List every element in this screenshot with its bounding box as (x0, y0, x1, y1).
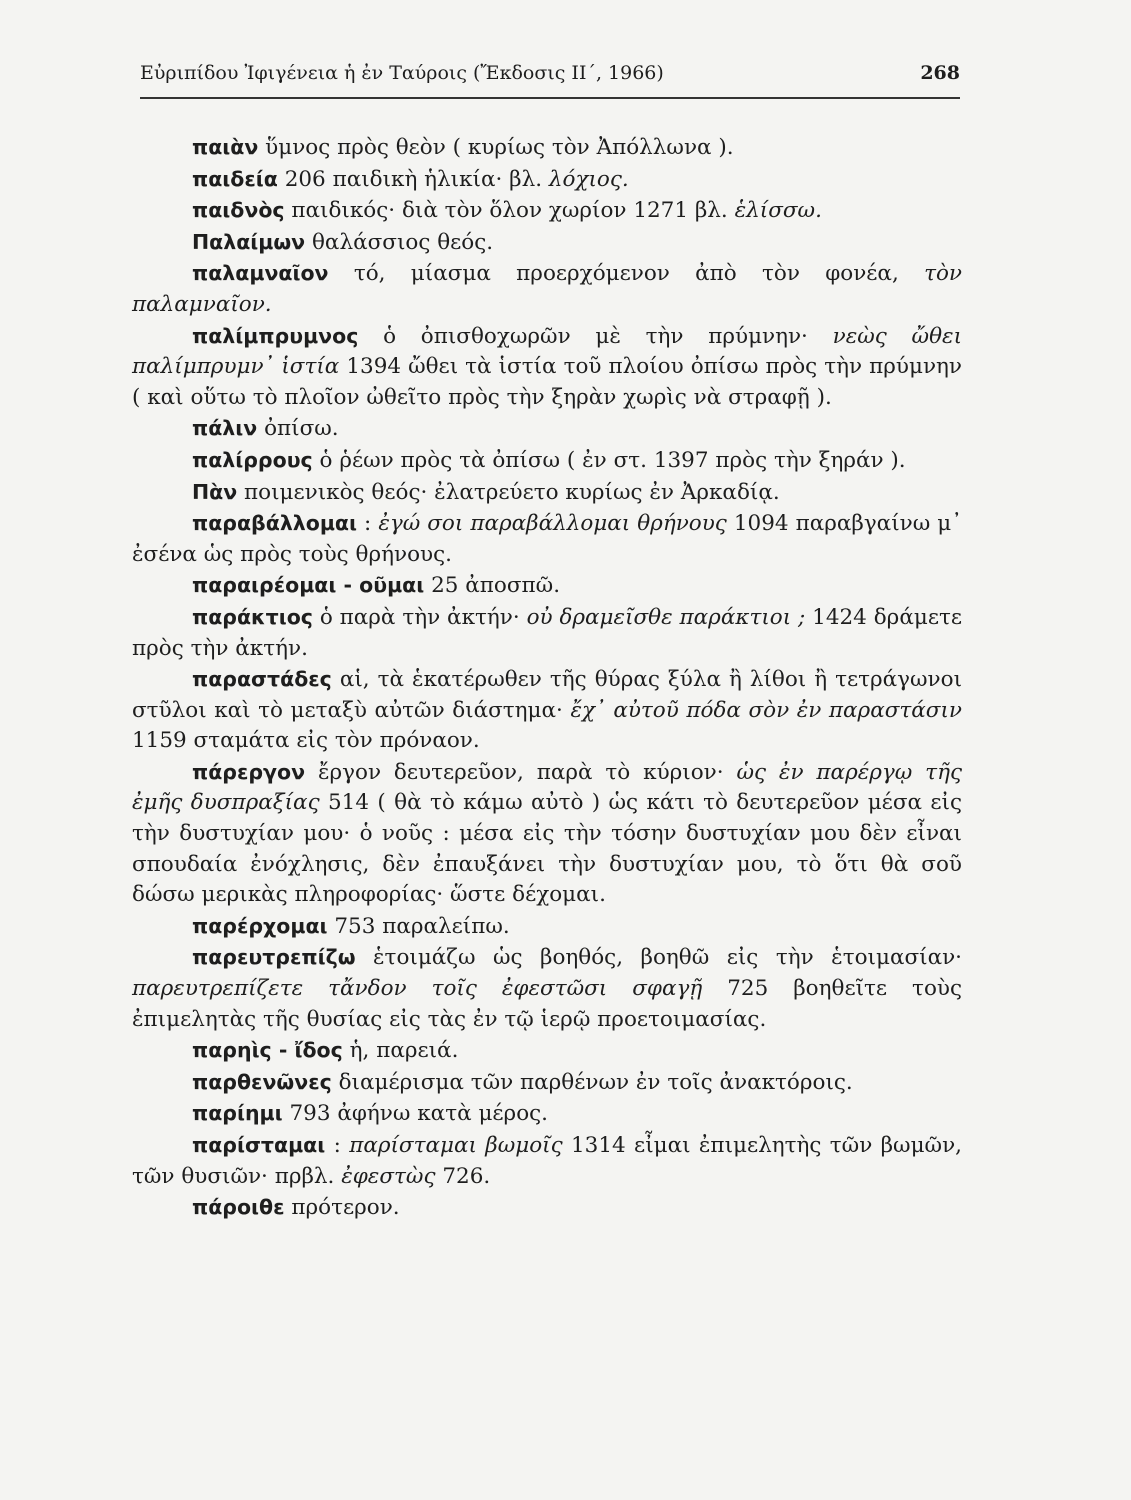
entry-definition: ἔργον δευτερεῦον, παρὰ τὸ κύριον· (305, 759, 737, 785)
glossary-entry (132, 508, 962, 570)
entry-definition: ὕμνος πρὸς θεὸν ( κυρίως τὸν Ἀπόλλωνα ). (258, 135, 734, 160)
entry-definition: 1159 σταμάτα εἰς τὸν πρόναον. (132, 728, 480, 754)
entry-definition: 1094 παραβγαίνω μ᾽ ἐσένα ὡς πρὸς τοὺς θρήνους. (132, 511, 962, 567)
entry-headword: πάλιν (192, 416, 258, 441)
entry-definition: ποιμενικὸς θεός· ἐλατρεύετο κυρίως ἐν Ἀρκαδίᾳ. (237, 479, 780, 505)
glossary-entry (132, 258, 962, 320)
entry-definition: παιδικός· διὰ τὸν ὅλον χωρίον 1271 βλ. (284, 198, 735, 224)
glossary-entries (132, 132, 962, 1224)
entry-quotation: ὡς ἐν παρέργῳ τῆς ἐμῆς δυσπραξίας (132, 759, 962, 816)
entry-headword: παρηὶς - ἴδος (192, 1038, 343, 1063)
glossary-entry (132, 132, 962, 164)
entry-quotation: ἐγώ σοι παραβάλλομαι θρήνους (378, 511, 727, 537)
glossary-entry (132, 477, 962, 509)
entry-quotation: νεὼς ὤθει παλίμπρυμν᾽ ἱστία (132, 323, 963, 380)
entry-headword: πάρεργον (192, 759, 306, 784)
entry-definition: 725 βοηθεῖτε τοὺς ἐπιμελητὰς τῆς θυσίας εἰς τὰς ἐν τῷ ἱερῷ προετοιμασίας. (132, 976, 962, 1032)
entry-definition: αἱ, τὰ ἑκατέρωθεν τῆς θύρας ξύλα ἢ λίθοι ἢ τετράγωνοι στῦλοι καὶ τὸ μεταξὺ αὐτῶν διάστημα· (132, 667, 962, 723)
glossary-entry (132, 942, 962, 1035)
running-header (140, 62, 960, 92)
entry-definition: τό, μίασμα προερχόμενον ἀπὸ τὸν φονέα, (328, 261, 925, 287)
entry-headword: παραστάδες (192, 667, 332, 692)
entry-headword: παράκτιος (192, 604, 313, 629)
entry-definition: 514 ( θὰ τὸ κάμω αὐτὸ ) ὡς κάτι τὸ δευτερεῦον μέσα εἰς τὴν δυστυχίαν μου· ὁ νοῦς : μέσα εἰς τὴν τόσην δυστυχίαν μου δὲν εἶναι σπουδαία ἐνόχλησις, δὲν ἐπαυξάνει τὴν δυστυχίαν μου, τὸ ὅτι θὰ σοῦ δώσω μερικὰς πληροφορίας· ὥστε δέχομαι. (132, 790, 962, 908)
entry-definition: 1424 δράμετε πρὸς τὴν ἀκτήν. (132, 604, 962, 661)
entry-definition: 753 παραλείπω. (327, 913, 510, 939)
entry-headword: παρευτρεπίζω (192, 945, 356, 970)
entry-quotation: οὐ δραμεῖσθε παράκτιοι ; (526, 604, 806, 630)
entry-definition: διαμέρισμα τῶν παρθένων ἐν τοῖς ἀνακτόροις. (331, 1069, 853, 1095)
entry-headword: παρέρχομαι (192, 913, 328, 938)
entry-definition: 25 ἀποσπῶ. (424, 573, 561, 599)
entry-definition: πρότερον. (284, 1195, 400, 1221)
entry-headword: παλαμναῖον (192, 261, 329, 286)
glossary-entry (132, 602, 962, 664)
entry-quotation: ἐφεστὼς (341, 1163, 436, 1189)
entry-definition: : (357, 511, 379, 537)
entry-headword: παιδεία (192, 166, 278, 191)
entry-definition: 726. (435, 1163, 491, 1189)
entry-quotation: παρευτρεπίζετε τἄνδον τοῖς ἐφεστῶσι σφαγῇ (132, 976, 703, 1002)
entry-headword: παλίρρους (192, 447, 313, 472)
entry-definition: ὁ ὀπισθοχωρῶν μὲ τὴν πρύμνην· (358, 323, 833, 349)
entry-quotation: λόχιος. (548, 166, 629, 192)
glossary-entry (132, 164, 962, 196)
entry-headword: παιὰν (192, 135, 259, 159)
entry-headword: παραβάλλομαι (192, 511, 358, 536)
entry-quotation: τὸν παλαμναῖον. (132, 261, 962, 317)
header-rule (140, 97, 960, 99)
entry-definition: 793 ἀφήνω κατὰ μέρος. (282, 1101, 549, 1127)
entry-definition: θαλάσσιος θεός. (305, 229, 494, 255)
glossary-entry (132, 911, 962, 943)
entry-definition: ἡ, παρειά. (342, 1038, 459, 1064)
entry-quotation: ἔχ᾽ αὐτοῦ πόδα σὸν ἐν παραστάσιν (570, 697, 962, 723)
glossary-entry (132, 227, 962, 259)
entry-headword: παρθενῶνες (192, 1069, 332, 1094)
glossary-entry (132, 1098, 962, 1130)
glossary-entry (132, 1035, 962, 1067)
entry-quotation: παρίσταμαι βωμοῖς (349, 1133, 563, 1158)
glossary-entry (132, 570, 962, 602)
entry-headword: παραιρέομαι - οῦμαι (192, 573, 425, 598)
glossary-entry (132, 195, 962, 227)
entry-headword: παλίμπρυμνος (192, 323, 359, 348)
entry-headword: Παλαίμων (192, 229, 306, 254)
glossary-entry (132, 1067, 962, 1099)
page-number: 268 (920, 62, 960, 84)
glossary-entry (132, 1192, 962, 1224)
entry-definition: ὁ παρὰ τὴν ἀκτήν· (312, 604, 527, 630)
glossary-entry (132, 321, 962, 414)
entry-headword: παρίημι (192, 1101, 283, 1126)
header-title: Εὐριπίδου Ἰφιγένεια ἡ ἐν Ταύροις (Ἔκδοσις ΙΙ΄, 1966) (140, 62, 664, 84)
entry-headword: πάροιθε (192, 1195, 285, 1220)
entry-definition: ὁ ῥέων πρὸς τὰ ὀπίσω ( ἐν στ. 1397 πρὸς τὴν ξηράν ). (312, 447, 906, 473)
glossary-entry (132, 664, 962, 757)
entry-headword: παρίσταμαι (192, 1133, 326, 1157)
entry-definition: 206 παιδικὴ ἡλικία· βλ. (277, 166, 549, 192)
glossary-entry (132, 413, 962, 445)
glossary-entry (132, 1130, 962, 1192)
entry-definition: 1394 ὤθει τὰ ἱστία τοῦ πλοίου ὀπίσω πρὸς τὴν πρύμνην ( καὶ οὕτω τὸ πλοῖον ὠθεῖτο πρὸς τὴν ξηρὰν χωρὶς νὰ στραφῇ ). (132, 354, 962, 410)
entry-definition: : (325, 1133, 350, 1158)
entry-definition: ὀπίσω. (257, 416, 339, 442)
entry-quotation: ἑλίσσω. (734, 198, 822, 224)
entry-headword: Πὰν (192, 479, 238, 504)
glossary-entry (132, 757, 962, 911)
entry-headword: παιδνὸς (192, 198, 285, 223)
entry-definition: ἑτοιμάζω ὡς βοηθός, βοηθῶ εἰς τὴν ἑτοιμασίαν· (355, 945, 962, 971)
glossary-entry (132, 445, 962, 477)
entry-definition: 1314 εἶμαι ἐπιμελητὴς τῶν βωμῶν, τῶν θυσιῶν· πρβλ. (132, 1133, 962, 1189)
